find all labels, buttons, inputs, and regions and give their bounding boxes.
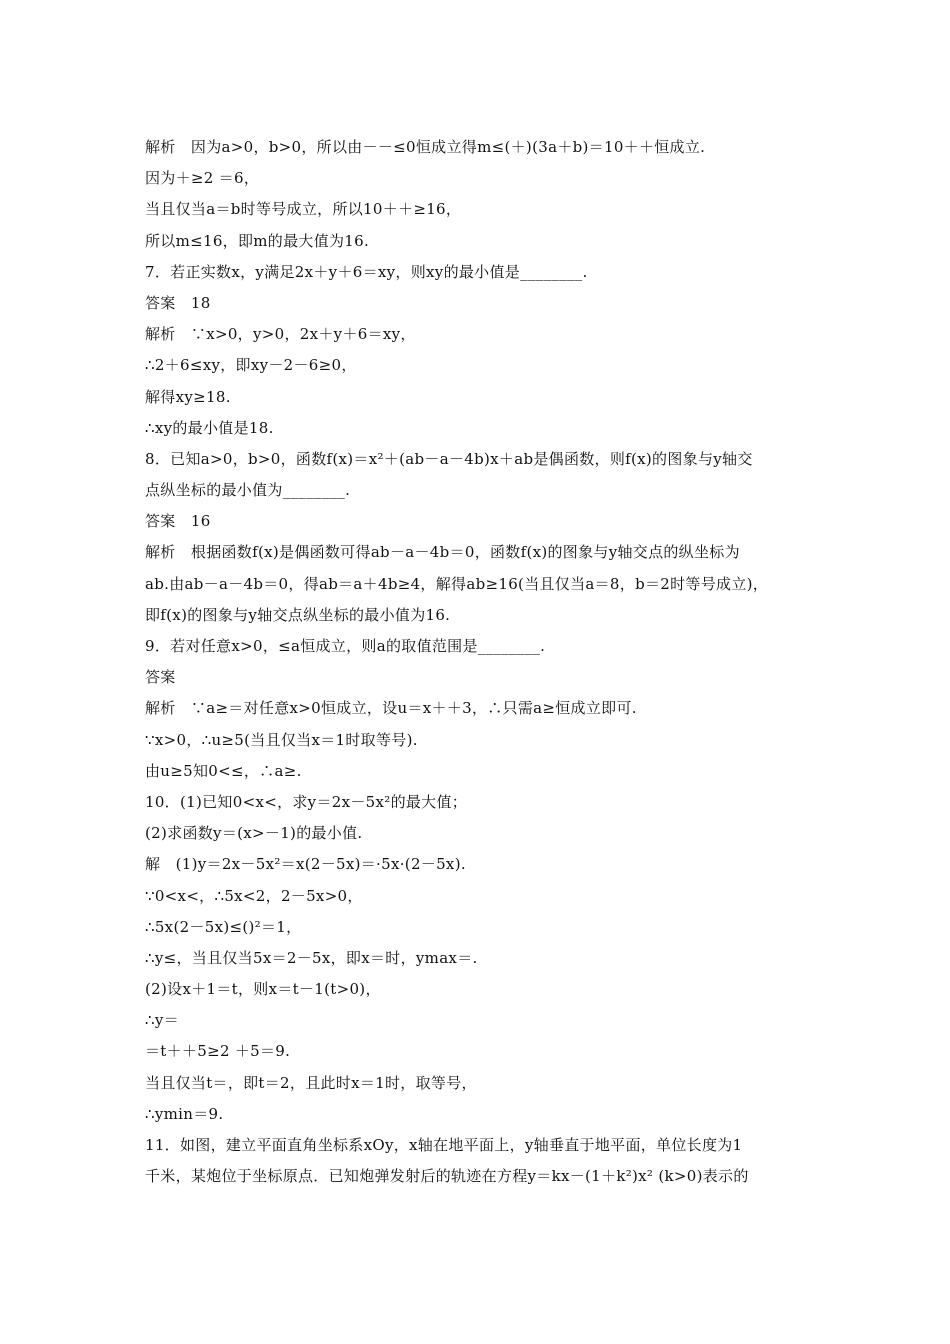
text-line: 因为＋≥2 ＝6， [145,169,260,188]
text-line: ∴xy的最小值是18. [145,418,274,437]
question-10: 10．(1)已知0<x<，求y＝2x－5x²的最大值； [145,792,468,811]
answer-label: 答案 [145,668,176,687]
text-line: 解析 ∵a≥＝对任意x>0恒成立，设u＝x＋＋3，∴只需a≥恒成立即可. [145,699,637,718]
text-line: 解析 因为a>0，b>0，所以由－－≤0恒成立得m≤(＋)(3a＋b)＝10＋＋恒成立. [145,138,706,156]
text-line: ∴5x(2－5x)≤()²＝1， [145,917,302,936]
text-line: ab.由ab－a－4b＝0，得ab＝a＋4b≥4，解得ab≥16(当且仅当a＝8，b＝2时等号成立)， [145,574,769,593]
answer-label: 答案 18 [145,293,211,312]
text-line: ∵0<x<，∴5x<2，2－5x>0， [145,886,363,905]
text-line: ＝t＋＋5≥2 ＋5＝9. [145,1042,291,1061]
text-line: ∴y≤，当且仅当5x＝2－5x，即x＝时，ymax＝. [145,948,478,967]
question-7: 7．若正实数x，y满足2x＋y＋6＝xy，则xy的最小值是________. [145,262,588,281]
text-line: (2)设x＋1＝t，则x＝t－1(t>0)， [145,980,381,999]
text-line: ∴2＋6≤xy，即xy－2－6≥0， [145,356,357,375]
text-line: ∵x>0，∴u≥5(当且仅当x＝1时取等号). [145,730,418,749]
answer-label: 答案 16 [145,512,211,531]
text-line: 解得xy≥18. [145,387,231,406]
text-line: ∴y＝ [145,1011,179,1030]
text-line: 当且仅当a＝b时等号成立，所以10＋＋≥16， [145,200,462,219]
text-line: 即f(x)的图象与y轴交点纵坐标的最小值为16. [145,605,451,624]
text-line: 所以m≤16，即m的最大值为16. [145,231,370,250]
text-line: ∴ymin＝9. [145,1104,224,1123]
text-line: 由u≥5知0<≤，∴a≥. [145,761,302,780]
question-11: 11．如图，建立平面直角坐标系xOy，x轴在地平面上，y轴垂直于地平面，单位长度为1 [145,1136,743,1154]
text-line: 点纵坐标的最小值为________. [145,481,351,500]
text-line: 千米，某炮位于坐标原点．已知炮弹发射后的轨迹在方程y＝kx－(1＋k²)x² (k>0)表示的 [145,1167,749,1186]
text-line: 解析 根据函数f(x)是偶函数可得ab－a－4b＝0，函数f(x)的图象与y轴交点的纵坐标为 [145,543,740,562]
question-8: 8．已知a>0，b>0，函数f(x)＝x²＋(ab－a－4b)x＋ab是偶函数，则f(x)的图象与y轴交 [145,449,753,468]
text-line: 解析 ∵x>0，y>0，2x＋y＋6＝xy， [145,325,416,344]
text-line: 当且仅当t＝，即t＝2，且此时x＝1时，取等号， [145,1073,477,1092]
question-9: 9．若对任意x>0，≤a恒成立，则a的取值范围是________. [145,637,546,655]
text-line: (2)求函数y＝(x>－1)的最小值. [145,824,363,843]
text-line: 解 (1)y＝2x－5x²＝x(2－5x)＝·5x·(2－5x). [145,855,466,874]
document-page [145,132,815,1192]
